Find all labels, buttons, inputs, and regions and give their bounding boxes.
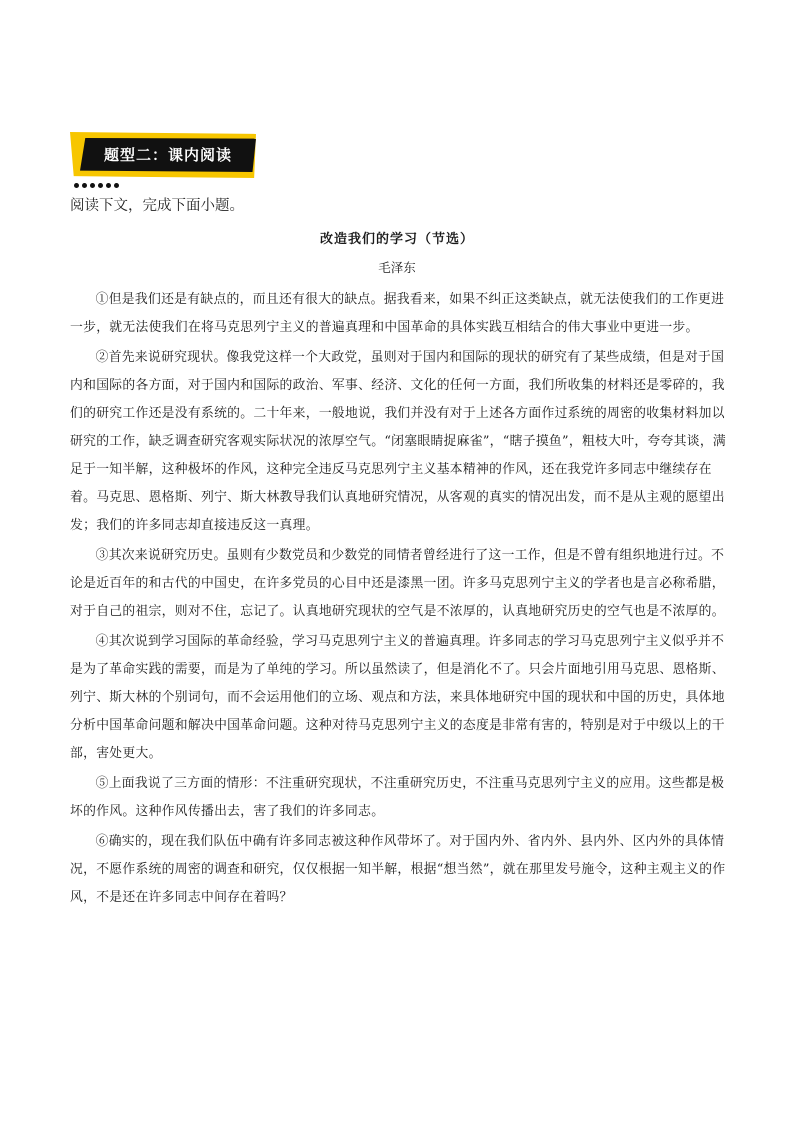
paragraph-5: ⑤上面我说了三方面的情形：不注重研究现状，不注重研究历史，不注重马克思列宁主义的应用。这些都是极坏的作风。这种作风传播出去，害了我们的许多同志。	[70, 776, 725, 819]
section-title: 题型二：课内阅读	[103, 146, 232, 164]
banner-dots-decoration	[74, 173, 134, 181]
paragraph-2: ②首先来说研究现状。像我党这样一个大政党，虽则对于国内和国际的现状的研究有了某些成绩，但是对于国内和国际的各方面，对于国内和国际的政治、军事、经济、文化的任何一方面，我们所收集的材料还是零碎的，我们的研究工作还是没有系统的。二十年来，一般地说，我们并没有对于上述各方面作过系统的周密的收集材料加以研究的工作，缺乏调查研究客观实际状况的浓厚空气。“闭塞眼睛捉麻雀”，“瞎子摸鱼”，粗枝大叶，夸夸其谈，满足于一知半解，这种极坏的作风，这种完全违反马克思列宁主义基本精神的作风，还在我党许多同志中继续存在着。马克思、恩格斯、列宁、斯大林教导我们认真地研究情况，从客观的真实的情况出发，而不是从主观的愿望出发；我们的许多同志却直接违反这一真理。	[70, 350, 727, 533]
paragraph-1: ①但是我们还是有缺点的，而且还有很大的缺点。据我看来，如果不纠正这类缺点，就无法使我们的工作更进一步，就无法使我们在将马克思列宁主义的普遍真理和中国革命的具体实践互相结合的伟大事业中更进一步。	[70, 292, 725, 335]
paragraph-6: ⑥确实的，现在我们队伍中确有许多同志被这种作风带坏了。对于国内外、省内外、县内外、区内外的具体情况，不愿作系统的周密的调查和研究，仅仅根据一知半解，根据“想当然”，就在那里发号施令，这种主观主义的作风，不是还在许多同志中间存在着吗？	[70, 834, 726, 905]
section-banner	[70, 132, 258, 180]
article-body	[70, 286, 730, 914]
paragraph-3: ③其次来说研究历史。虽则有少数党员和少数党的同情者曾经进行了这一工作，但是不曾有组织地进行过。不论是近百年的和古代的中国史，在许多党员的心目中还是漆黑一团。许多马克思列宁主义的学者也是言必称希腊，对于自己的祖宗，则对不住，忘记了。认真地研究现状的空气是不浓厚的，认真地研究历史的空气也是不浓厚的。	[70, 548, 725, 619]
article-title: 改造我们的学习（节选）	[319, 232, 474, 247]
instruction-text: 阅读下文，完成下面小题。	[70, 198, 244, 214]
paragraph-4: ④其次说到学习国际的革命经验，学习马克思列宁主义的普遍真理。许多同志的学习马克思列宁主义似乎并不是为了革命实践的需要，而是为了单纯的学习。所以虽然读了，但是消化不了。只会片面地引用马克思、恩格斯、列宁、斯大林的个别词句，而不会运用他们的立场、观点和方法，来具体地研究中国的现状和中国的历史，具体地分析中国革命问题和解决中国革命问题。这种对待马克思列宁主义的态度是非常有害的，特别是对于中级以上的干部，害处更大。	[70, 634, 725, 761]
article-author: 毛泽东	[378, 260, 416, 275]
